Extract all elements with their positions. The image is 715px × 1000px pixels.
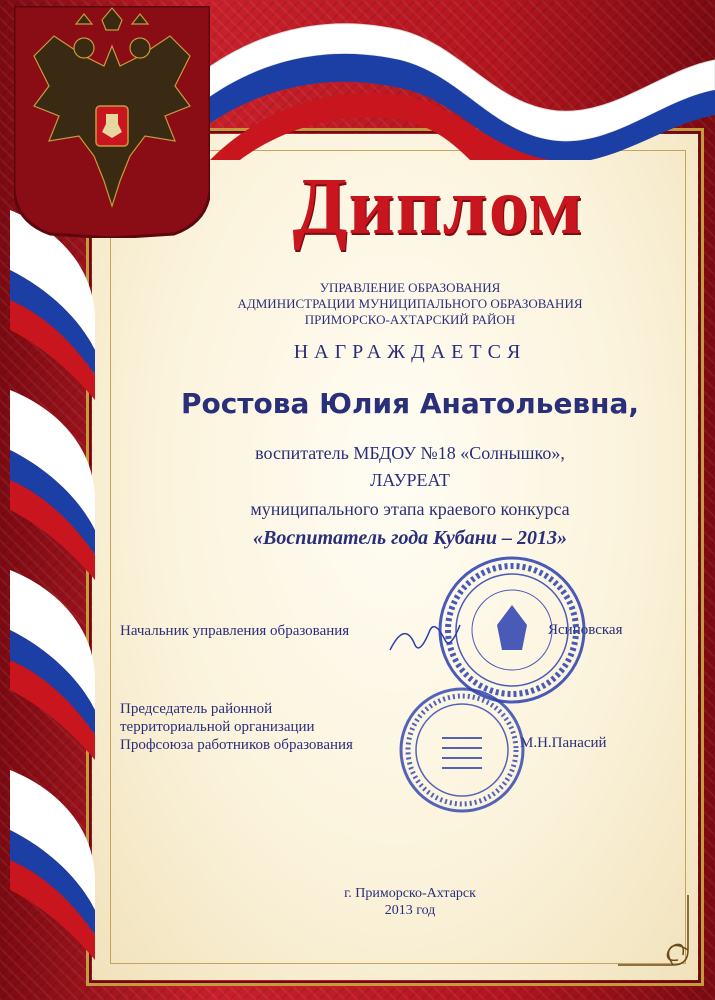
- organization-line: ПРИМОРСКО-АХТАРСКИЙ РАЙОН: [304, 312, 516, 327]
- position-line: воспитатель МБДОУ №18 «Солнышко»,: [255, 443, 565, 463]
- head-signature-name: Ясиновская: [548, 622, 623, 638]
- chair-label-line: Профсоюза работников образования: [120, 737, 353, 753]
- flag-ribbon-left: [0, 210, 120, 1000]
- organization-line: АДМИНИСТРАЦИИ МУНИЦИПАЛЬНОГО ОБРАЗОВАНИЯ: [237, 296, 583, 311]
- chair-signature-name: М.Н.Панасий: [520, 735, 607, 751]
- inner-frame-line: [110, 150, 686, 964]
- recipient-comma: ,: [628, 387, 640, 420]
- contest-stage-line: муниципального этапа краевого конкурса: [250, 499, 570, 519]
- city: г. Приморско-Ахтарск: [344, 886, 476, 901]
- official-stamp-icon: [437, 555, 587, 705]
- contest-name: «Воспитатель года Кубани – 2013»: [253, 527, 567, 549]
- head-signature-label: Начальник управления образования: [120, 623, 350, 639]
- year: 2013 год: [384, 903, 436, 918]
- awarded-heading: НАГРАЖДАЕТСЯ: [293, 341, 527, 363]
- double-headed-eagle-icon: [14, 6, 210, 238]
- place-and-year: [130, 885, 690, 919]
- laureate-line: ЛАУРЕАТ: [370, 470, 450, 490]
- union-stamp-icon: [398, 686, 526, 814]
- chair-signature-label: [120, 700, 353, 754]
- recipient-name-line: [130, 387, 690, 420]
- recipient-name: Ростова Юлия Анатольевна: [180, 387, 629, 420]
- chair-label-line: территориальной организации: [120, 719, 315, 735]
- diploma-title: Диплом: [292, 163, 584, 251]
- organization-line: УПРАВЛЕНИЕ ОБРАЗОВАНИЯ: [319, 280, 501, 295]
- organization-block: [130, 280, 690, 328]
- flag-ribbon-top: [170, 0, 715, 160]
- chair-label-line: Председатель районной: [120, 701, 273, 717]
